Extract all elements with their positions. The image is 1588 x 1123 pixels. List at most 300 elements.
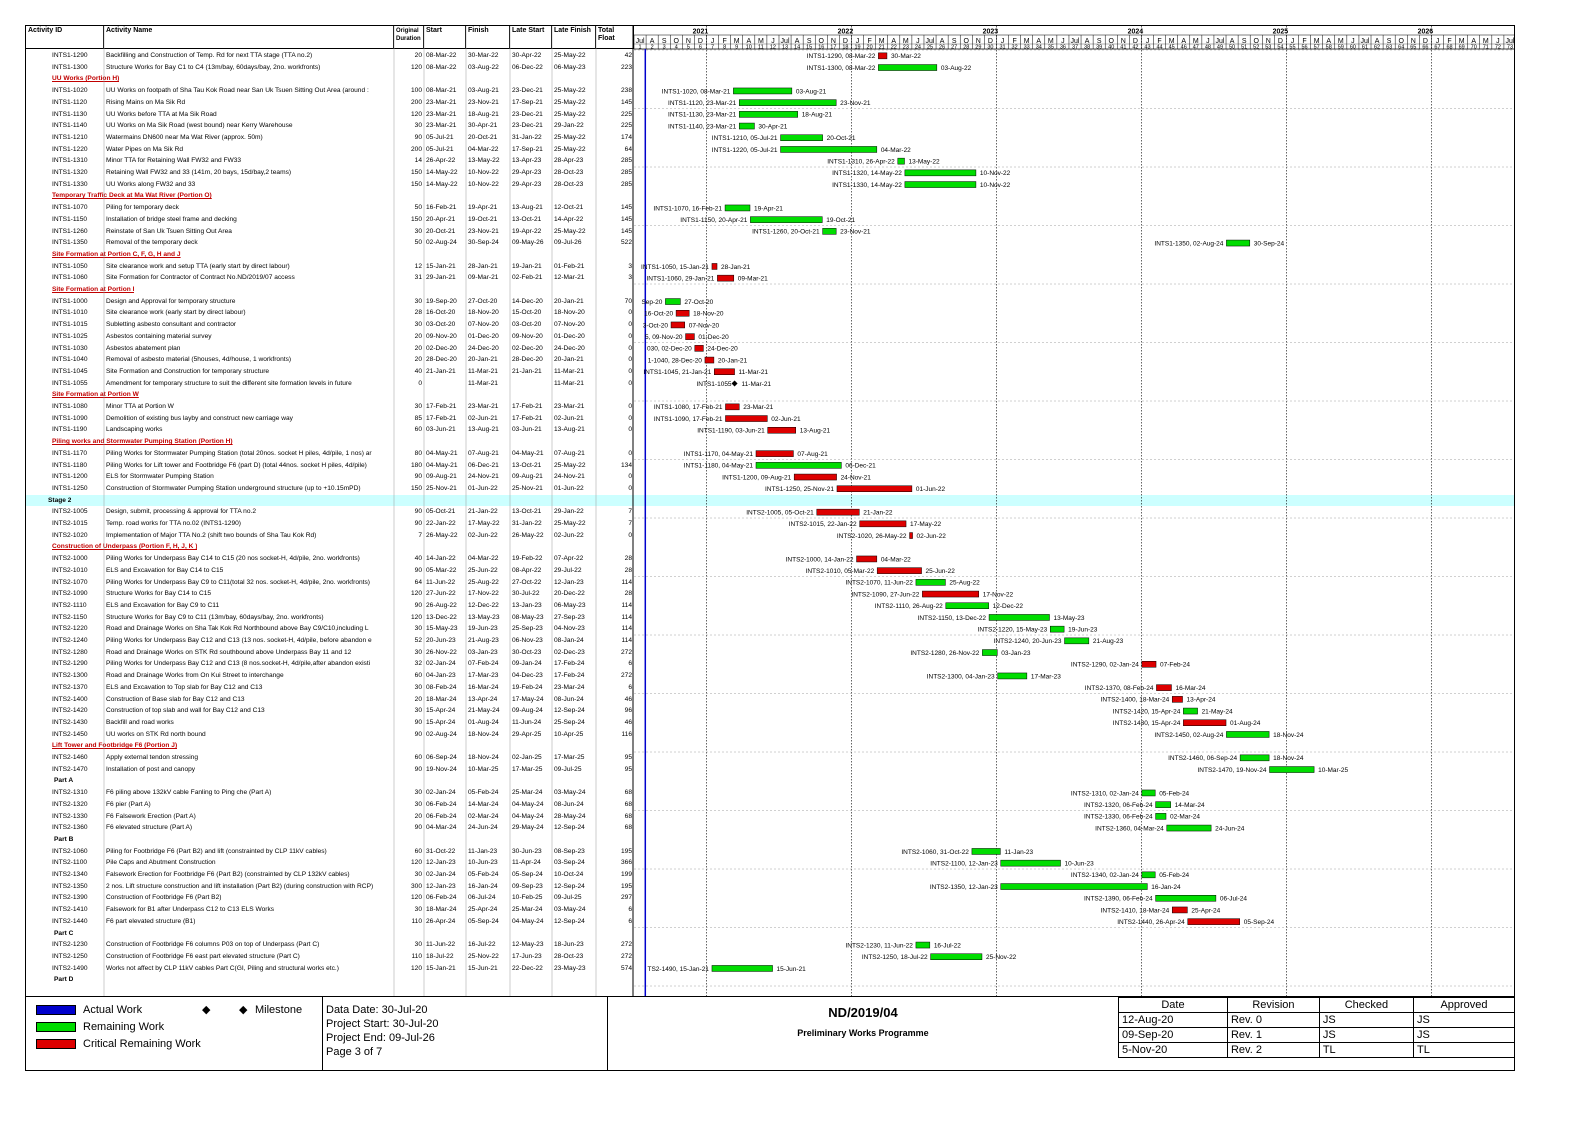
month-number: 27 (951, 44, 958, 51)
bar-finish-label: 03-Jan-23 (1001, 649, 1031, 657)
cell-ls: 30-Oct-23 (512, 648, 542, 656)
cell-start: 22-Jan-22 (426, 520, 456, 527)
activity-bar (733, 88, 791, 94)
cell-lf: 25-May-22 (554, 52, 586, 59)
section-title: Temporary Traffic Deck at Ma Wat River (Portion O) (52, 192, 212, 200)
revision-checked: JS (1319, 1028, 1413, 1043)
cell-tf: 195 (620, 847, 632, 855)
bar-finish-label: 30-Apr-21 (758, 123, 788, 131)
cell-start: 06-Feb-24 (426, 800, 457, 808)
bar-start-label: INTS1-1210, 05-Jul-21 (711, 135, 778, 143)
cell-finish: 16-Jan-24 (468, 882, 498, 890)
cell-start: 02-Aug-24 (426, 730, 457, 738)
cell-id: INTS2-1010 (52, 566, 88, 574)
activity-bar (878, 65, 936, 71)
cell-tf: 0 (628, 356, 632, 364)
month-number: 50 (1229, 44, 1236, 51)
bar-finish-label: 24-Nov-21 (840, 474, 871, 482)
cell-lf: 23-Mar-24 (554, 683, 585, 691)
cell-id: INTS1-1150 (52, 215, 88, 223)
cell-tf: 238 (620, 87, 632, 95)
cell-id: INTS2-1240 (52, 637, 88, 644)
cell-start: 19-Sep-20 (426, 297, 457, 305)
bar-start-label: INTS2-1100, 12-Jan-23 (930, 860, 998, 868)
cell-finish: 10-Mar-25 (468, 765, 499, 773)
cell-name: Watermains DN600 near Ma Wat River (approx. 50m) (106, 133, 263, 141)
cell-ls: 09-Jan-24 (512, 660, 542, 668)
cell-dur: 52 (414, 637, 422, 644)
cell-finish: 13-Aug-21 (468, 426, 499, 434)
activity-bar (857, 556, 877, 562)
bar-finish-label: 24-Dec-20 (707, 345, 738, 353)
gantt-chart (634, 26, 1515, 997)
cell-ls: 17-Feb-21 (512, 414, 543, 422)
cell-finish: 14-Mar-24 (468, 800, 499, 808)
cell-start: 18-Mar-24 (426, 906, 457, 914)
cell-start: 17-Feb-21 (426, 403, 457, 410)
cell-ls: 22-Dec-22 (512, 964, 543, 972)
cell-lf: 02-Jun-21 (554, 414, 584, 422)
cell-name: ELS and Excavation for Bay C9 to C11 (106, 601, 220, 609)
activity-bar (686, 334, 695, 340)
month-label: Jul (780, 38, 790, 45)
subsection-row (26, 775, 634, 787)
cell-id: INTS2-1300 (52, 672, 88, 680)
bar-start-label: INTS2-1410, 18-Mar-24 (1100, 907, 1170, 915)
activity-bar (1240, 755, 1269, 761)
cell-ls: 09-Nov-20 (512, 332, 543, 340)
month-number: 16 (818, 44, 825, 51)
cell-start: 26-Aug-22 (426, 601, 457, 609)
bar-finish-label: 15-Jun-21 (776, 965, 806, 973)
month-label: M (1023, 38, 1030, 45)
revision-approved: JS (1413, 1013, 1514, 1028)
activity-bar (982, 650, 997, 656)
month-label: O (963, 38, 969, 45)
cell-tf: 96 (624, 707, 632, 715)
month-label: S (1386, 38, 1392, 45)
activity-row (26, 97, 634, 109)
bar-finish-label: 07-Aug-21 (797, 450, 828, 458)
cell-start: 26-Nov-22 (426, 648, 457, 656)
cell-ls: 11-Jun-24 (512, 718, 542, 726)
cell-lf: 24-Dec-20 (554, 344, 585, 352)
cell-start: 23-Mar-21 (426, 98, 457, 106)
cell-ls: 09-Aug-21 (512, 473, 543, 481)
cell-lf: 12-Sep-24 (554, 707, 585, 715)
cell-id: INTS2-1340 (52, 871, 88, 878)
bar-finish-label: 07-Nov-20 (688, 322, 720, 330)
section-row (26, 249, 634, 261)
year-label: 2024 (1127, 28, 1144, 36)
cell-tf: 297 (620, 894, 632, 902)
cell-finish: 20-Oct-21 (468, 133, 498, 141)
cell-ls: 29-Apr-23 (512, 169, 542, 176)
cell-finish: 18-Nov-24 (468, 730, 499, 738)
cell-start: 18-Mar-24 (426, 695, 457, 703)
activity-bar (1183, 708, 1197, 714)
bar-start-label: INTS1-1290, 08-Mar-22 (806, 53, 876, 61)
cell-lf: 25-May-22 (554, 461, 586, 469)
cell-tf: 145 (620, 215, 632, 223)
year-label: 2023 (982, 28, 999, 36)
activity-bar (877, 568, 921, 574)
cell-lf: 12-Mar-21 (554, 274, 585, 282)
section-row (26, 740, 634, 752)
cell-finish: 18-Nov-20 (468, 309, 499, 317)
cell-start: 04-May-21 (426, 461, 458, 469)
bar-start-label: INTS1-1150, 20-Apr-21 (680, 216, 748, 224)
cell-ls: 30-Apr-22 (512, 52, 542, 59)
cell-finish: 15-Jun-21 (468, 964, 498, 972)
activity-row (26, 764, 634, 776)
cell-dur: 180 (410, 461, 422, 469)
cell-id: INTS1-1330 (52, 180, 88, 188)
cell-finish: 19-Apr-21 (468, 204, 498, 212)
cell-tf: 95 (624, 754, 632, 761)
month-number: 29 (975, 44, 982, 51)
cell-name: Construction of Stormwater Pumping Station underground structure (up to +10.15mPD) (106, 484, 361, 492)
cell-dur: 120 (410, 894, 422, 902)
month-label: J (1145, 38, 1150, 45)
activity-bar (1050, 626, 1064, 632)
cell-id: INTS1-1050 (52, 262, 88, 270)
month-label: N (975, 38, 981, 45)
activity-row (26, 424, 634, 436)
month-label: J (1435, 38, 1440, 45)
cell-name: ELS and Excavation to Top slab for Bay C12 and C13 (106, 683, 263, 691)
month-label: A (1326, 38, 1332, 45)
cell-id: INTS2-1360 (52, 824, 88, 832)
cell-finish: 28-Jan-21 (468, 262, 498, 270)
month-label: F (867, 38, 872, 45)
cell-lf: 28-Apr-23 (554, 157, 584, 165)
cell-finish: 30-Mar-22 (468, 52, 499, 59)
month-number: 47 (1192, 44, 1199, 51)
bar-finish-label: 23-Nov-21 (840, 228, 871, 236)
cell-finish: 03-Aug-21 (468, 87, 499, 95)
cell-lf: 14-Apr-22 (554, 215, 584, 223)
activity-row (26, 518, 634, 530)
activity-bar (712, 965, 773, 971)
cell-ls: 30-Jun-23 (512, 847, 542, 855)
activity-row (26, 448, 634, 460)
cell-finish: 25-Jun-22 (468, 566, 498, 574)
cell-id: INTS2-1000 (52, 555, 88, 563)
bar-finish-label: 24-Jun-24 (1215, 825, 1245, 833)
cell-dur: 90 (414, 730, 422, 738)
bar-start-label: INTS1-1300, 08-Mar-22 (806, 64, 876, 72)
bar-start-label: INTS1-1220, 05-Jul-21 (711, 146, 778, 154)
month-number: 66 (1422, 44, 1429, 51)
activity-row (26, 811, 634, 823)
month-number: 54 (1277, 44, 1284, 51)
cell-start: 12-Jan-23 (426, 882, 456, 890)
cell-tf: 272 (620, 648, 632, 656)
bar-finish-label: 17-May-22 (910, 521, 942, 529)
activity-bar (878, 53, 887, 59)
cell-name: Backfilling and Construction of Temp. Rd for next TTA stage (TTA no.2) (106, 52, 313, 59)
activity-bar (1167, 825, 1211, 831)
month-number: 68 (1446, 44, 1453, 51)
cell-name: Rising Mains on Ma Sik Rd (106, 98, 186, 106)
header-activity-name: Activity Name (104, 26, 394, 49)
bar-finish-label: 16-Mar-24 (1175, 684, 1206, 692)
bar-start-label: INTS1-1120, 23-Mar-21 (668, 99, 737, 107)
cell-dur: 20 (414, 332, 422, 340)
cell-id: INTS2-1110 (52, 601, 87, 609)
cell-name: Road and Drainage Works on Sha Tak Kok Rd Northbound above Bay C9/C10,including L (106, 625, 369, 633)
activity-row (26, 378, 634, 390)
cell-dur: 30 (414, 403, 422, 410)
cell-start: 05-Mar-22 (426, 566, 457, 574)
cell-lf: 07-Aug-21 (554, 449, 585, 457)
cell-id: INTS1-1120 (52, 98, 88, 106)
cell-lf: 10-Apr-25 (554, 730, 584, 738)
cell-start: 15-Apr-24 (426, 707, 456, 715)
cell-id: INTS2-1290 (52, 660, 88, 668)
cell-finish: 30-Sep-24 (468, 239, 499, 247)
cell-lf: 28-Oct-23 (554, 952, 584, 960)
cell-ls: 12-May-23 (512, 941, 544, 949)
activity-row (26, 237, 634, 249)
cell-dur: 32 (414, 660, 422, 668)
cell-tf: 42 (624, 52, 632, 59)
bar-start-label: 030, 02-Dec-20 (646, 345, 692, 353)
revision-checked: JS (1319, 1013, 1413, 1028)
month-label: J (1496, 38, 1500, 45)
cell-tf: 574 (620, 964, 632, 972)
month-number: 25 (926, 44, 934, 51)
activity-bar (756, 462, 841, 468)
month-label: J (916, 38, 920, 45)
activity-row (26, 132, 634, 144)
cell-lf: 12-Sep-24 (554, 882, 585, 890)
cell-id: INTS2-1060 (52, 847, 88, 855)
month-label: Jul (635, 38, 645, 45)
cell-tf: 95 (624, 765, 632, 773)
bar-finish-label: 10-Mar-25 (1318, 766, 1349, 774)
activity-bar (1156, 895, 1216, 901)
cell-finish: 11-Mar-21 (468, 379, 498, 387)
cell-finish: 16-Jul-22 (468, 941, 496, 949)
month-label: Jul (1070, 38, 1080, 45)
cell-dur: 90 (414, 601, 422, 609)
cell-finish: 18-Nov-24 (468, 754, 499, 761)
cell-id: INTS2-1330 (52, 812, 88, 820)
cell-id: INTS2-1350 (52, 882, 88, 890)
bar-finish-label: 25-Jun-22 (925, 567, 955, 575)
bar-start-label: INTS1-1170, 04-May-21 (683, 450, 753, 458)
cell-tf: 3 (628, 274, 632, 282)
month-label: A (1084, 38, 1090, 45)
cell-name: Falsework for B1 after Underpass C12 to C13 ELS Works (106, 906, 275, 914)
cell-name: Piling Works for Stormwater Pumping Station (total 20nos. socket H piles, 4d/pile, 1 nos) ar (106, 449, 372, 457)
cell-dur: 200 (410, 145, 422, 153)
schedule-grid (25, 25, 1515, 997)
cell-start: 17-Feb-21 (426, 414, 457, 422)
bar-finish-label: 19-Apr-21 (753, 205, 783, 213)
bar-finish-label: 21-Aug-23 (1092, 638, 1124, 646)
month-label: A (1471, 38, 1477, 45)
revision-date: 09-Sep-20 (1119, 1028, 1228, 1043)
cell-ls: 13-Jan-23 (512, 601, 542, 609)
cell-start: 04-Mar-24 (426, 824, 457, 832)
cell-id: INTS1-1090 (52, 414, 88, 422)
cell-lf: 09-Jul-25 (554, 894, 582, 902)
activity-row (26, 565, 634, 577)
activity-row (26, 109, 634, 121)
activity-row (26, 307, 634, 319)
cell-dur: 90 (414, 718, 422, 726)
activity-bar (725, 404, 739, 410)
activity-bar (1001, 860, 1061, 866)
cell-name: F6 elevated structure (Part A) (106, 824, 193, 832)
cell-finish: 01-Dec-20 (468, 332, 499, 340)
cell-name: Water Pipes on Ma Sik Rd (106, 145, 184, 153)
month-number: 6 (698, 44, 702, 51)
cell-start: 26-May-22 (426, 531, 458, 539)
cell-tf: 0 (628, 321, 632, 329)
month-label: O (1253, 38, 1259, 45)
activity-row (26, 694, 634, 706)
activity-bar (756, 451, 793, 457)
cell-ls: 17-Feb-21 (512, 403, 543, 410)
cell-name: Piling for Footbridge F6 (Part B2) and lift (constrainted by CLP 11kV cables) (106, 847, 327, 855)
cell-dur: 120 (410, 964, 422, 972)
cell-id: INTS1-1290 (52, 52, 88, 59)
cell-ls: 17-May-24 (512, 695, 544, 703)
cell-finish: 24-Dec-20 (468, 344, 499, 352)
cell-id: INTS1-1025 (52, 332, 88, 340)
cell-finish: 30-Apr-21 (468, 122, 498, 130)
cell-ls: 04-May-24 (512, 812, 544, 820)
cell-lf: 29-Jan-22 (554, 122, 584, 130)
cell-finish: 04-Mar-22 (468, 555, 499, 563)
cell-ls: 13-Oct-21 (512, 215, 542, 223)
header-finish: Finish (466, 26, 510, 49)
cell-start: 14-May-22 (426, 169, 458, 176)
bar-start-label: 1-1040, 28-Dec-20 (647, 357, 702, 365)
cell-name: Reinstate of San Uk Tsuen Sitting Out Area (106, 227, 232, 235)
activity-row (26, 658, 634, 670)
cell-finish: 24-Nov-21 (468, 473, 499, 481)
bar-start-label: INTS2-1290, 02-Jan-24 (1070, 661, 1139, 669)
cell-id: INTS1-1040 (52, 356, 88, 364)
month-number: 43 (1144, 44, 1151, 51)
month-label: F (1157, 38, 1162, 45)
bar-finish-label: 23-Mar-21 (743, 404, 774, 412)
cell-dur: 110 (411, 952, 422, 960)
cell-ls: 29-Apr-25 (512, 730, 542, 738)
cell-finish: 07-Feb-24 (468, 660, 499, 668)
activity-row (26, 717, 634, 729)
subsection-title: Part D (54, 976, 74, 984)
cell-id: INTS2-1450 (52, 730, 88, 738)
month-number: 64 (1398, 44, 1405, 51)
cell-tf: 0 (628, 449, 632, 457)
cell-start: 28-Dec-20 (426, 356, 457, 364)
cell-ls: 09-May-26 (512, 239, 544, 247)
cell-ls: 02-Feb-21 (512, 274, 543, 282)
bar-start-label: INTS2-1090, 27-Jun-22 (851, 591, 920, 599)
cell-name: Asbestos abatement plan (106, 344, 181, 352)
month-number: 36 (1059, 44, 1066, 51)
cell-finish: 25-Aug-22 (468, 578, 499, 586)
cell-ls: 27-Oct-22 (512, 578, 542, 586)
activity-bar (671, 322, 685, 328)
cell-id: INTS2-1310 (52, 789, 88, 797)
cell-finish: 23-Mar-21 (468, 403, 499, 410)
cell-ls: 08-Apr-22 (512, 566, 542, 574)
bar-finish-label: 05-Feb-24 (1159, 790, 1190, 798)
month-number: 37 (1071, 44, 1079, 51)
cell-id: INTS1-1130 (52, 110, 88, 118)
month-number: 33 (1023, 44, 1030, 51)
cell-tf: 0 (628, 426, 632, 434)
cell-id: INTS2-1470 (52, 765, 88, 773)
bar-start-label: INTS2-1020, 26-May-22 (836, 532, 907, 540)
bar-finish-label: 14-Mar-24 (1174, 801, 1205, 809)
activity-bar (910, 533, 913, 539)
bar-start-label: INTS2-1420, 15-Apr-24 (1112, 708, 1181, 716)
cell-ls: 23-Dec-21 (512, 87, 543, 95)
month-number: 65 (1410, 44, 1417, 51)
cell-finish: 19-Oct-21 (468, 215, 498, 223)
cell-name: Structure Works for Bay C9 to C11 (13m/bay, 60days/bay, 2no. workfronts) (106, 613, 324, 621)
bar-start-label: INTS2-1330, 06-Feb-24 (1083, 813, 1153, 821)
month-number: 69 (1458, 44, 1465, 51)
cell-dur: 150 (410, 169, 422, 176)
activity-row (26, 226, 634, 238)
month-label: M (1168, 38, 1175, 45)
cell-dur: 40 (414, 555, 422, 563)
bar-start-label: INTS2-1150, 13-Dec-22 (917, 614, 987, 622)
cell-id: INTS1-1015 (52, 321, 88, 329)
bar-finish-label: 30-Sep-24 (1253, 240, 1285, 248)
bar-start-label: INTS2-1390, 06-Feb-24 (1083, 895, 1153, 903)
cell-ls: 03-Oct-20 (512, 321, 542, 329)
cell-tf: 116 (621, 730, 632, 738)
cell-dur: 60 (414, 426, 422, 434)
bar-finish-label: 04-Mar-22 (880, 146, 911, 154)
cell-id: INTS1-1320 (52, 169, 88, 176)
activity-bar (717, 275, 733, 281)
cell-dur: 150 (410, 215, 422, 223)
cell-name: Minor TTA at Portion W (106, 403, 174, 410)
cell-id: INTS1-1250 (52, 484, 88, 492)
bar-start-label: INTS2-1110, 26-Aug-22 (874, 603, 943, 611)
cell-dur: 200 (410, 98, 422, 106)
cell-lf: 12-Jan-23 (554, 578, 584, 586)
bar-finish-label: 03-Aug-22 (940, 64, 972, 72)
month-number: 61 (1361, 44, 1369, 51)
cell-name: Apply external tendon stressing (106, 754, 199, 761)
bar-start-label: INTS1-1310, 26-Apr-22 (827, 158, 895, 166)
legend-remaining-label: Remaining Work (83, 1021, 165, 1033)
cell-tf: 114 (621, 613, 632, 621)
month-number: 57 (1313, 44, 1320, 51)
cell-name: ELS and Excavation for Bay C14 to C15 (106, 566, 224, 574)
cell-lf: 27-Sep-23 (554, 613, 585, 621)
cell-dur: 12 (414, 262, 422, 270)
cell-finish: 24-Jun-24 (468, 824, 498, 832)
cell-dur: 120 (410, 859, 422, 867)
month-number: 9 (735, 44, 739, 51)
activity-row (26, 506, 634, 518)
bar-start-label: INTS1-1020, 08-Mar-21 (661, 88, 731, 96)
cell-tf: 0 (628, 379, 632, 387)
